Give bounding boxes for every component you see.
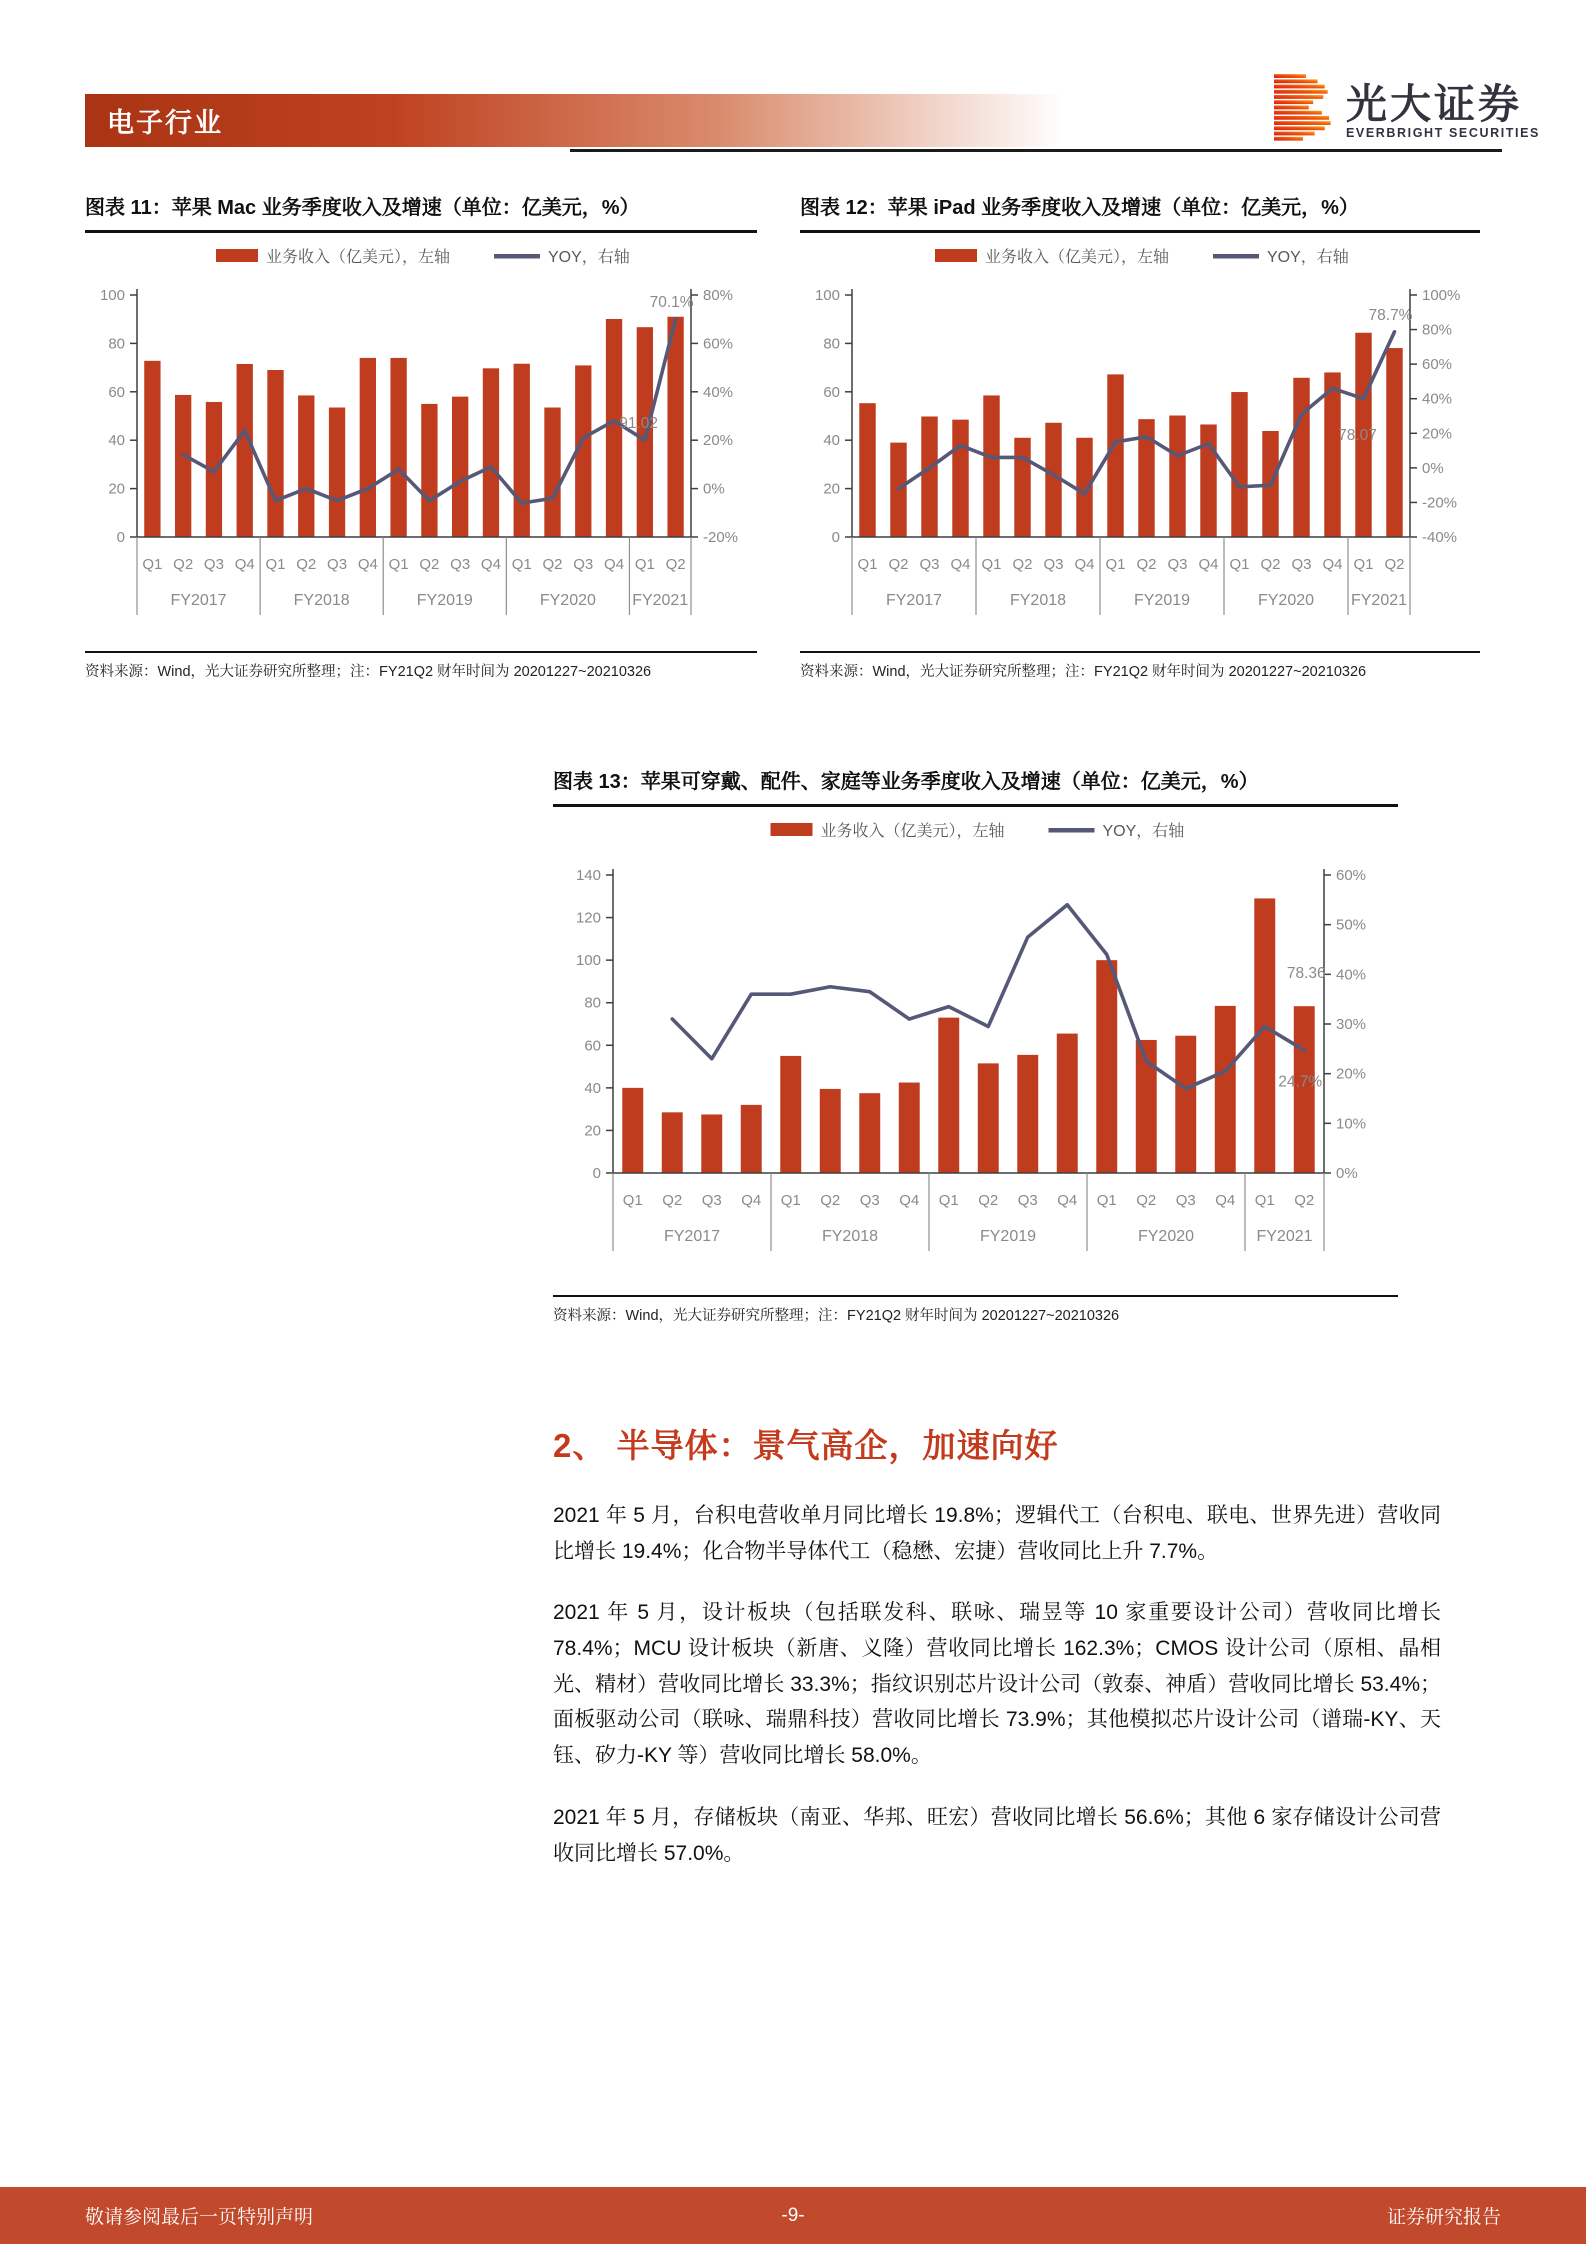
svg-text:业务收入（亿美元），左轴: 业务收入（亿美元），左轴 — [985, 249, 1170, 266]
svg-text:20: 20 — [584, 1122, 601, 1140]
svg-text:0%: 0% — [1422, 459, 1444, 477]
svg-text:Q2: Q2 — [1136, 1192, 1157, 1209]
svg-text:Q3: Q3 — [450, 556, 471, 573]
svg-text:Q2: Q2 — [665, 556, 686, 573]
source-text: 资料来源：Wind，光大证券研究所整理；注：FY21Q2 财年时间为 20201227~20210326 — [800, 664, 1367, 680]
svg-text:20: 20 — [108, 480, 125, 498]
svg-text:100: 100 — [99, 287, 125, 304]
title-rule — [85, 230, 757, 233]
figure-wearables — [553, 770, 1398, 1325]
svg-text:Q3: Q3 — [203, 556, 224, 573]
svg-text:Q4: Q4 — [899, 1192, 920, 1209]
svg-text:20%: 20% — [1336, 1065, 1367, 1083]
svg-text:0: 0 — [592, 1165, 601, 1182]
svg-text:YOY，右轴: YOY，右轴 — [548, 249, 630, 266]
svg-text:Q2: Q2 — [662, 1192, 683, 1209]
svg-text:20: 20 — [823, 480, 840, 498]
title-rule — [553, 804, 1398, 807]
svg-text:Q1: Q1 — [1105, 556, 1126, 573]
svg-text:FY2018: FY2018 — [1009, 592, 1067, 609]
svg-text:Q2: Q2 — [1294, 1192, 1315, 1209]
svg-text:Q1: Q1 — [511, 556, 532, 573]
legend — [216, 248, 630, 266]
svg-text:40%: 40% — [1422, 390, 1453, 408]
svg-text:Q1: Q1 — [1353, 556, 1374, 573]
svg-text:FY2019: FY2019 — [979, 1228, 1037, 1245]
svg-text:FY2020: FY2020 — [1257, 592, 1315, 609]
svg-text:Q1: Q1 — [938, 1192, 959, 1209]
svg-text:40: 40 — [823, 432, 840, 450]
svg-text:Q2: Q2 — [1384, 556, 1405, 573]
svg-text:Q3: Q3 — [1175, 1192, 1196, 1209]
svg-text:0: 0 — [831, 529, 840, 546]
svg-text:0%: 0% — [703, 480, 725, 498]
svg-text:Q4: Q4 — [1215, 1192, 1236, 1209]
svg-text:Q4: Q4 — [950, 556, 971, 573]
legend — [935, 248, 1349, 266]
svg-text:120: 120 — [575, 909, 601, 927]
footer-report-type: 证券研究报告 — [1386, 2207, 1501, 2228]
svg-text:Q4: Q4 — [741, 1192, 762, 1209]
figure-title: 图表 12：苹果 iPad 业务季度收入及增速（单位：亿美元，%） — [800, 197, 1359, 219]
svg-text:60: 60 — [823, 383, 840, 401]
svg-text:Q2: Q2 — [542, 556, 563, 573]
svg-text:Q3: Q3 — [1291, 556, 1312, 573]
svg-text:Q2: Q2 — [1260, 556, 1281, 573]
svg-text:YOY，右轴: YOY，右轴 — [1102, 823, 1185, 840]
svg-text:Q3: Q3 — [701, 1192, 722, 1209]
svg-text:Q4: Q4 — [357, 556, 378, 573]
svg-text:Q3: Q3 — [1017, 1192, 1038, 1209]
svg-text:Q3: Q3 — [327, 556, 348, 573]
mac-revenue-chart — [85, 237, 757, 637]
svg-text:FY2020: FY2020 — [1137, 1228, 1195, 1245]
svg-text:Q2: Q2 — [978, 1192, 999, 1209]
source-rule — [85, 651, 757, 653]
svg-text:Q1: Q1 — [981, 556, 1002, 573]
svg-text:Q1: Q1 — [1229, 556, 1250, 573]
svg-text:Q4: Q4 — [1074, 556, 1095, 573]
yoy-line — [672, 905, 1304, 1089]
svg-text:FY2021: FY2021 — [1256, 1228, 1313, 1245]
svg-text:40: 40 — [584, 1079, 601, 1097]
svg-text:Q2: Q2 — [1012, 556, 1033, 573]
svg-text:FY2021: FY2021 — [632, 592, 689, 609]
svg-text:FY2019: FY2019 — [416, 592, 473, 609]
svg-text:40%: 40% — [703, 383, 734, 401]
svg-text:Q4: Q4 — [1057, 1192, 1078, 1209]
x-axis-labels — [857, 556, 1407, 609]
svg-text:FY2018: FY2018 — [293, 592, 350, 609]
svg-text:Q1: Q1 — [857, 556, 878, 573]
svg-text:FY2018: FY2018 — [821, 1228, 879, 1245]
svg-text:80%: 80% — [1422, 321, 1453, 339]
svg-text:Q3: Q3 — [859, 1192, 880, 1209]
svg-text:Q1: Q1 — [1096, 1192, 1117, 1209]
svg-text:80: 80 — [584, 994, 601, 1012]
title-rule — [800, 230, 1480, 233]
svg-text:FY2017: FY2017 — [885, 592, 943, 609]
svg-text:Q2: Q2 — [173, 556, 194, 573]
ipad-revenue-chart — [800, 237, 1480, 637]
svg-text:Q4: Q4 — [1322, 556, 1343, 573]
revenue-bars — [859, 333, 1402, 537]
section-heading: 2、 半导体：景气高企，加速向好 — [553, 1427, 1059, 1464]
svg-text:100%: 100% — [1422, 287, 1461, 304]
footer-bar — [0, 2187, 1586, 2244]
svg-text:20%: 20% — [703, 432, 734, 450]
source-text: 资料来源：Wind，光大证券研究所整理；注：FY21Q2 财年时间为 20201227~20210326 — [553, 1308, 1120, 1324]
svg-text:FY2019: FY2019 — [1133, 592, 1191, 609]
brand-subtitle: EVERBRIGHT SECURITIES — [1345, 126, 1540, 141]
svg-text:0: 0 — [116, 529, 125, 546]
paragraph: 2021 年 5 月，设计板块（包括联发科、联咏、瑞昱等 10 家重要设计公司）营收同比增长 78.4%；MCU 设计板块（新唐、义隆）营收同比增长 162.3%；CMOS 设计公司（原相、晶相光、精材）营收同比增长 33.3%；指纹识别芯片设计公司（敦泰、神盾）营收同比增长 53.4%；面板驱动公司（联咏、瑞鼎科技）营收同比增长 73.9%；其他模拟芯片设计公司（谱瑞-KY、天钰、矽力-KY 等）营收同比增长 58.0%。 — [553, 1601, 1441, 1768]
paragraph: 2021 年 5 月，台积电营收单月同比增长 19.8%；逻辑代工（台积电、联电、世界先进）营收同比增长 19.4%；化合物半导体代工（稳懋、宏捷）营收同比上升 7.7%。 — [553, 1504, 1441, 1563]
svg-text:-20%: -20% — [1422, 494, 1458, 512]
svg-text:40%: 40% — [1336, 966, 1367, 984]
wearables-revenue-chart — [553, 811, 1398, 1281]
svg-text:Q1: Q1 — [622, 1192, 643, 1209]
source-text: 资料来源：Wind，光大证券研究所整理；注：FY21Q2 财年时间为 20201227~20210326 — [85, 664, 652, 680]
svg-text:10%: 10% — [1336, 1115, 1367, 1133]
svg-text:FY2020: FY2020 — [539, 592, 596, 609]
svg-text:60%: 60% — [703, 335, 734, 353]
svg-text:Q4: Q4 — [480, 556, 501, 573]
brand-name: 光大证券 — [1345, 80, 1522, 127]
header-bar — [85, 94, 1105, 147]
svg-text:Q2: Q2 — [1136, 556, 1157, 573]
svg-text:80%: 80% — [703, 287, 734, 304]
svg-text:0%: 0% — [1336, 1165, 1358, 1182]
svg-text:Q3: Q3 — [573, 556, 594, 573]
svg-text:60: 60 — [108, 383, 125, 401]
tick-labels — [576, 867, 1366, 1182]
figure-mac — [85, 196, 757, 681]
svg-text:60%: 60% — [1336, 867, 1367, 884]
everbright-logo-icon — [1274, 74, 1332, 149]
svg-text:Q4: Q4 — [234, 556, 255, 573]
svg-text:Q1: Q1 — [265, 556, 286, 573]
footer-page-number: -9- — [781, 2204, 805, 2226]
svg-text:Q2: Q2 — [888, 556, 909, 573]
svg-text:YOY，右轴: YOY，右轴 — [1267, 249, 1349, 266]
svg-text:Q2: Q2 — [419, 556, 440, 573]
svg-text:Q2: Q2 — [296, 556, 317, 573]
svg-text:-40%: -40% — [1422, 529, 1458, 546]
svg-text:业务收入（亿美元），左轴: 业务收入（亿美元），左轴 — [820, 823, 1005, 840]
svg-text:140: 140 — [575, 867, 601, 884]
svg-text:Q1: Q1 — [780, 1192, 801, 1209]
svg-text:Q1: Q1 — [634, 556, 655, 573]
svg-text:78.07: 78.07 — [1338, 427, 1377, 445]
svg-text:80: 80 — [108, 335, 125, 353]
svg-text:Q2: Q2 — [820, 1192, 841, 1209]
x-axis-labels — [142, 556, 688, 609]
section-body — [553, 1498, 1441, 1897]
svg-text:FY2017: FY2017 — [170, 592, 227, 609]
header-rule — [570, 149, 1502, 152]
source-rule — [553, 1295, 1398, 1297]
svg-text:-20%: -20% — [703, 529, 739, 546]
svg-text:FY2017: FY2017 — [663, 1228, 721, 1245]
svg-text:Q3: Q3 — [1043, 556, 1064, 573]
svg-text:100: 100 — [575, 952, 601, 970]
svg-text:20%: 20% — [1422, 425, 1453, 443]
svg-text:Q4: Q4 — [604, 556, 625, 573]
svg-text:业务收入（亿美元），左轴: 业务收入（亿美元），左轴 — [266, 249, 451, 266]
svg-text:24.7%: 24.7% — [1278, 1073, 1323, 1091]
svg-text:Q4: Q4 — [1198, 556, 1219, 573]
legend — [771, 822, 1185, 840]
svg-text:80: 80 — [823, 335, 840, 353]
svg-text:40: 40 — [108, 432, 125, 450]
paragraph: 2021 年 5 月，存储板块（南亚、华邦、旺宏）营收同比增长 56.6%；其他 6 家存储设计公司营收同比增长 57.0%。 — [553, 1805, 1441, 1865]
svg-text:70.1%: 70.1% — [649, 293, 694, 311]
svg-text:78.36: 78.36 — [1286, 965, 1326, 983]
figure-ipad — [800, 196, 1480, 681]
footer-disclaimer: 敬请参阅最后一页特别声明 — [85, 2207, 314, 2228]
svg-text:Q3: Q3 — [1167, 556, 1188, 573]
svg-text:Q1: Q1 — [388, 556, 409, 573]
brand-logo — [1274, 74, 1540, 149]
figure-title: 图表 13：苹果可穿戴、配件、家庭等业务季度收入及增速（单位：亿美元，%） — [553, 771, 1259, 793]
svg-text:78.7%: 78.7% — [1368, 306, 1413, 324]
x-axis-labels — [623, 1192, 1315, 1245]
svg-text:60%: 60% — [1422, 356, 1453, 374]
svg-text:50%: 50% — [1336, 916, 1367, 934]
svg-text:30%: 30% — [1336, 1016, 1367, 1033]
source-rule — [800, 651, 1480, 653]
figure-title: 图表 11：苹果 Mac 业务季度收入及增速（单位：亿美元，%） — [85, 197, 640, 219]
svg-text:Q3: Q3 — [919, 556, 940, 573]
svg-text:60: 60 — [584, 1037, 601, 1055]
industry-label: 电子行业 — [107, 108, 223, 138]
svg-text:100: 100 — [814, 287, 840, 304]
svg-text:Q1: Q1 — [1254, 1192, 1275, 1209]
svg-text:91.02: 91.02 — [619, 415, 659, 433]
svg-text:FY2021: FY2021 — [1350, 592, 1408, 609]
svg-text:Q1: Q1 — [142, 556, 163, 573]
